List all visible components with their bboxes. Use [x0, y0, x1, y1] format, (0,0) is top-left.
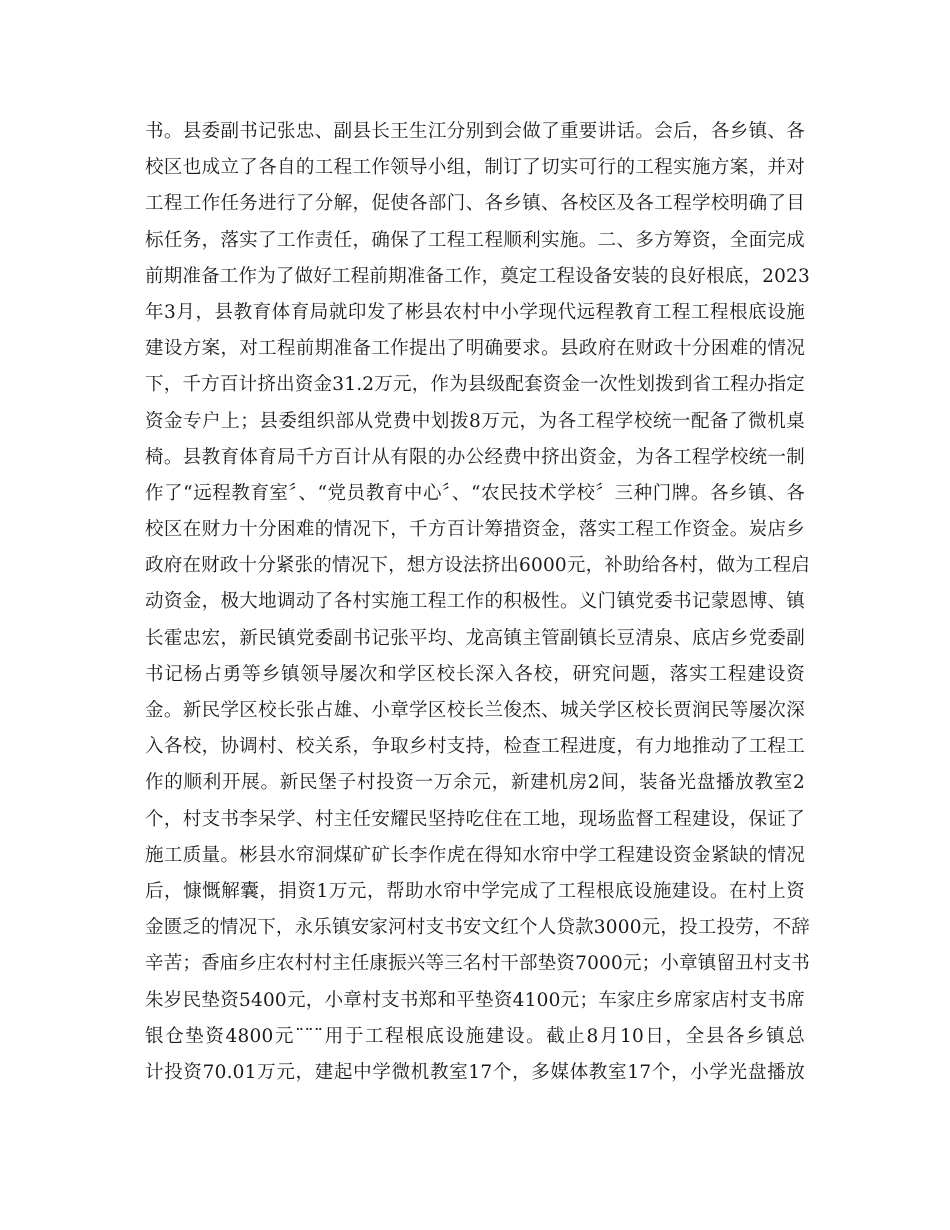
text-line: 计投资70.01万元，建起中学微机教室17个，多媒体教室17个，小学光盘播放 [145, 1061, 805, 1083]
body-paragraph [145, 114, 810, 1091]
text-line: 长霍忠宏，新民镇党委副书记张平均、龙高镇主管副镇长豆清泉、底店乡党委副 [145, 627, 805, 649]
text-line: 书。县委副书记张忠、副县长王生江分别到会做了重要讲话。会后，各乡镇、各 [145, 121, 805, 142]
text-line: 校区在财力十分困难的情况下，千方百计筹措资金，落实工程工作资金。炭店乡 [145, 519, 805, 541]
text-line: 校区也成立了各自的工程工作领导小组，制订了切实可行的工程实施方案，并对 [145, 157, 805, 179]
text-line: 朱岁民垫资5400元，小章村支书郑和平垫资4100元；车家庄乡席家店村支书席 [145, 989, 805, 1011]
text-line: 作的顺利开展。新民堡子村投资一万余元，新建机房2间，装备光盘播放教室2 [145, 772, 805, 794]
text-line: 标任务，落实了工作责任，确保了工程工程顺利实施。二、多方筹资，全面完成 [145, 229, 805, 251]
text-line: 工程工作任务进行了分解，促使各部门、各乡镇、各校区及各工程学校明确了目 [145, 193, 805, 215]
text-line: 作了“远程教育室〞、“党员教育中心〞、“农民技术学校〞三种门牌。各乡镇、各 [145, 482, 805, 504]
text-line: 动资金，极大地调动了各村实施工程工作的积极性。义门镇党委书记蒙恩博、镇 [145, 591, 805, 613]
text-line: 资金专户上；县委组织部从党费中划拨8万元，为各工程学校统一配备了微机桌 [145, 410, 805, 432]
text-line: 个，村支书李呆学、村主任安耀民坚持吃住在工地，现场监督工程建设，保证了 [145, 808, 805, 830]
text-line: 金。新民学区校长张占雄、小章学区校长兰俊杰、城关学区校长贾润民等屡次深 [145, 700, 805, 721]
text-line: 前期准备工作为了做好工程前期准备工作，奠定工程设备安装的良好根底，2023 [145, 265, 810, 287]
text-line: 下，千方百计挤出资金31.2万元，作为县级配套资金一次性划拨到省工程办指定 [145, 374, 805, 396]
text-line: 书记杨占勇等乡镇领导屡次和学区校长深入各校，研究问题，落实工程建设资 [145, 663, 805, 685]
text-line: 入各校，协调村、校关系，争取乡村支持，检查工程进度，有力地推动了工程工 [145, 736, 805, 758]
text-line: 施工质量。彬县水帘洞煤矿矿长李作虎在得知水帘中学工程建设资金紧缺的情况 [145, 844, 805, 866]
text-line: 建设方案，对工程前期准备工作提出了明确要求。县政府在财政十分困难的情况 [145, 338, 805, 360]
text-line: 后，慷慨解囊，捐资1万元，帮助水帘中学完成了工程根底设施建设。在村上资 [145, 880, 805, 902]
text-line: 政府在财政十分紧张的情况下，想方设法挤出6000元，补助给各村，做为工程启 [145, 555, 810, 577]
text-line: 金匮乏的情况下，永乐镇安家河村支书安文红个人贷款3000元，投工投劳，不辞 [145, 917, 810, 939]
text-line: 辛苦；香庙乡庄农村村主任康振兴等三名村干部垫资7000元；小章镇留丑村支书 [145, 953, 810, 975]
text-line: 银仓垫资4800元¨¨¨用于工程根底设施建设。截止8月10日，全县各乡镇总 [145, 1025, 805, 1047]
text-line: 年3月，县教育体育局就印发了彬县农村中小学现代远程教育工程工程根底设施 [145, 301, 805, 323]
text-line: 椅。县教育体育局千方百计从有限的办公经费中挤出资金，为各工程学校统一制 [145, 446, 805, 468]
